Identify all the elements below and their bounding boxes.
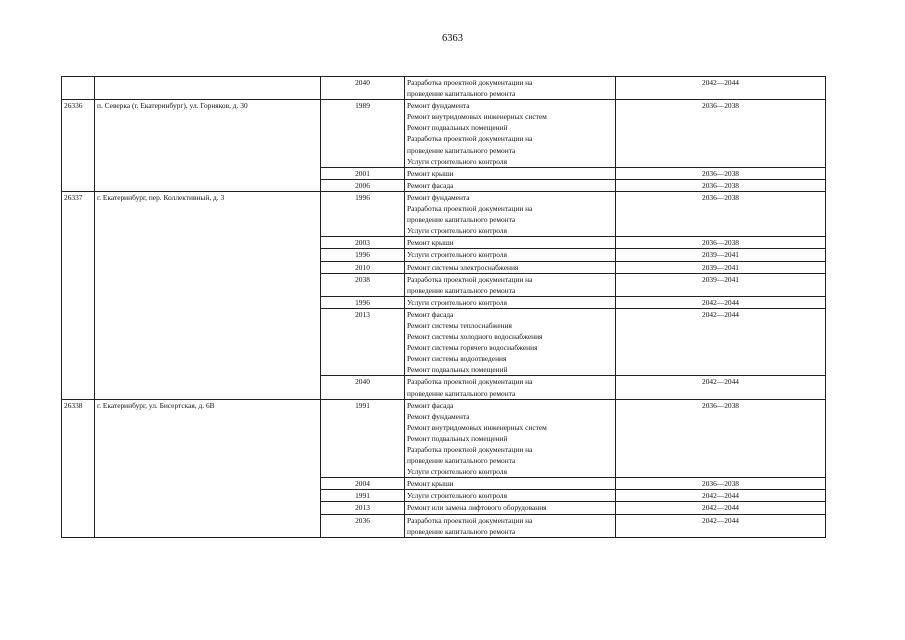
work-item: Разработка проектной документации на (407, 204, 533, 214)
period-cell: 2036—2038 (616, 100, 826, 168)
work-item: Услуги строительного контроля (407, 491, 507, 501)
work-item: проведение капитального ремонта (407, 145, 516, 155)
work-item: проведение капитального ремонта (407, 215, 516, 225)
work-item: проведение капитального ремонта (407, 456, 516, 466)
work-item: Услуги строительного контроля (407, 250, 507, 260)
period-cell: 2042—2044 (616, 502, 826, 514)
year-cell: 2013 (321, 308, 405, 376)
period-cell: 2036—2038 (616, 399, 826, 478)
address-cell: г. Екатеринбург, ул. Бисертская, д. 6В (95, 399, 321, 537)
period-cell: 2039—2041 (616, 273, 826, 296)
period-cell: 2036—2038 (616, 179, 826, 191)
work-item: Ремонт фундамента (407, 101, 470, 111)
work-item: Ремонт подвальных помещений (407, 123, 508, 133)
work-type-cell (405, 502, 616, 514)
work-item: Ремонт системы горячего водоснабжения (407, 343, 538, 353)
work-type-cell (405, 249, 616, 261)
work-item: Ремонт фундамента (407, 192, 470, 202)
year-cell: 1991 (321, 490, 405, 502)
period-cell: 2042—2044 (616, 296, 826, 308)
year-cell: 1996 (321, 296, 405, 308)
table-body (62, 77, 826, 538)
work-item: Разработка проектной документации на (407, 134, 533, 144)
period-cell: 2036—2038 (616, 237, 826, 249)
period-cell: 2042—2044 (616, 308, 826, 376)
work-type-cell (405, 478, 616, 490)
year-cell: 1996 (321, 191, 405, 236)
address-cell: г. Екатеринбург, пер. Коллективный, д. 3 (95, 191, 321, 399)
work-item: Ремонт или замена лифтового оборудования (407, 503, 547, 513)
work-item: Услуги строительного контроля (407, 226, 507, 236)
work-item: Ремонт подвальных помещений (407, 433, 508, 443)
work-type-cell (405, 167, 616, 179)
period-cell: 2042—2044 (616, 376, 826, 399)
work-item: Ремонт системы холодного водоснабжения (407, 332, 543, 342)
year-cell: 2038 (321, 273, 405, 296)
period-cell: 2036—2038 (616, 191, 826, 236)
work-item: Ремонт внутридомовых инженерных систем (407, 112, 547, 122)
work-item: Ремонт крыши (407, 479, 454, 489)
year-cell: 2010 (321, 261, 405, 273)
work-item: проведение капитального ремонта (407, 526, 516, 536)
year-cell: 1991 (321, 399, 405, 478)
work-item: Ремонт системы теплоснабжения (407, 320, 512, 330)
table-row (62, 100, 826, 168)
work-type-cell (405, 77, 616, 100)
work-item: Разработка проектной документации на (407, 274, 533, 284)
year-cell: 2001 (321, 167, 405, 179)
work-item: Ремонт подвальных помещений (407, 365, 508, 375)
year-cell: 2013 (321, 502, 405, 514)
year-cell: 2004 (321, 478, 405, 490)
year-cell: 2040 (321, 77, 405, 100)
work-type-cell (405, 191, 616, 236)
address-cell (95, 77, 321, 100)
period-cell: 2036—2038 (616, 167, 826, 179)
work-type-cell (405, 399, 616, 478)
work-item: Разработка проектной документации на (407, 377, 533, 387)
work-item: Ремонт фасада (407, 309, 454, 319)
work-item: проведение капитального ремонта (407, 89, 516, 99)
work-item: проведение капитального ремонта (407, 388, 516, 398)
work-item: Разработка проектной документации на (407, 515, 533, 525)
year-cell: 1996 (321, 249, 405, 261)
page-number: 6363 (442, 33, 463, 44)
work-item: Ремонт фундамента (407, 411, 470, 421)
table-row (62, 399, 826, 478)
year-cell: 2040 (321, 376, 405, 399)
building-number-cell (62, 77, 95, 100)
work-type-cell (405, 308, 616, 376)
period-cell: 2036—2038 (616, 478, 826, 490)
work-item: Ремонт внутридомовых инженерных систем (407, 422, 547, 432)
work-item: Ремонт системы электроснабжения (407, 262, 519, 272)
period-cell: 2042—2044 (616, 490, 826, 502)
work-item: Ремонт фасада (407, 400, 454, 410)
building-number-cell: 26337 (62, 191, 95, 399)
work-item: Разработка проектной документации на (407, 78, 533, 87)
work-type-cell (405, 514, 616, 537)
work-type-cell (405, 376, 616, 399)
period-cell: 2042—2044 (616, 77, 826, 100)
work-type-cell (405, 490, 616, 502)
period-cell: 2042—2044 (616, 514, 826, 537)
year-cell: 2006 (321, 179, 405, 191)
work-item: Ремонт крыши (407, 238, 454, 248)
work-type-cell (405, 179, 616, 191)
building-number-cell: 26338 (62, 399, 95, 537)
work-item: Ремонт фасада (407, 180, 454, 190)
year-cell: 2036 (321, 514, 405, 537)
address-cell: п. Северка (г. Екатеринбург), ул. Горняков, д. 30 (95, 100, 321, 192)
work-item: Услуги строительного контроля (407, 467, 507, 477)
building-number-cell: 26336 (62, 100, 95, 192)
work-item: проведение капитального ремонта (407, 285, 516, 295)
work-item: Ремонт системы водоотведения (407, 354, 507, 364)
work-type-cell (405, 273, 616, 296)
table-row (62, 191, 826, 236)
work-item: Услуги строительного контроля (407, 297, 507, 307)
year-cell: 2003 (321, 237, 405, 249)
work-type-cell (405, 296, 616, 308)
work-item: Ремонт крыши (407, 168, 454, 178)
capital-repair-table (61, 76, 826, 538)
period-cell: 2039—2041 (616, 261, 826, 273)
work-type-cell (405, 261, 616, 273)
year-cell: 1989 (321, 100, 405, 168)
work-type-cell (405, 100, 616, 168)
work-item: Услуги строительного контроля (407, 156, 507, 166)
work-item: Разработка проектной документации на (407, 445, 533, 454)
table-row (62, 77, 826, 100)
period-cell: 2039—2041 (616, 249, 826, 261)
work-type-cell (405, 237, 616, 249)
